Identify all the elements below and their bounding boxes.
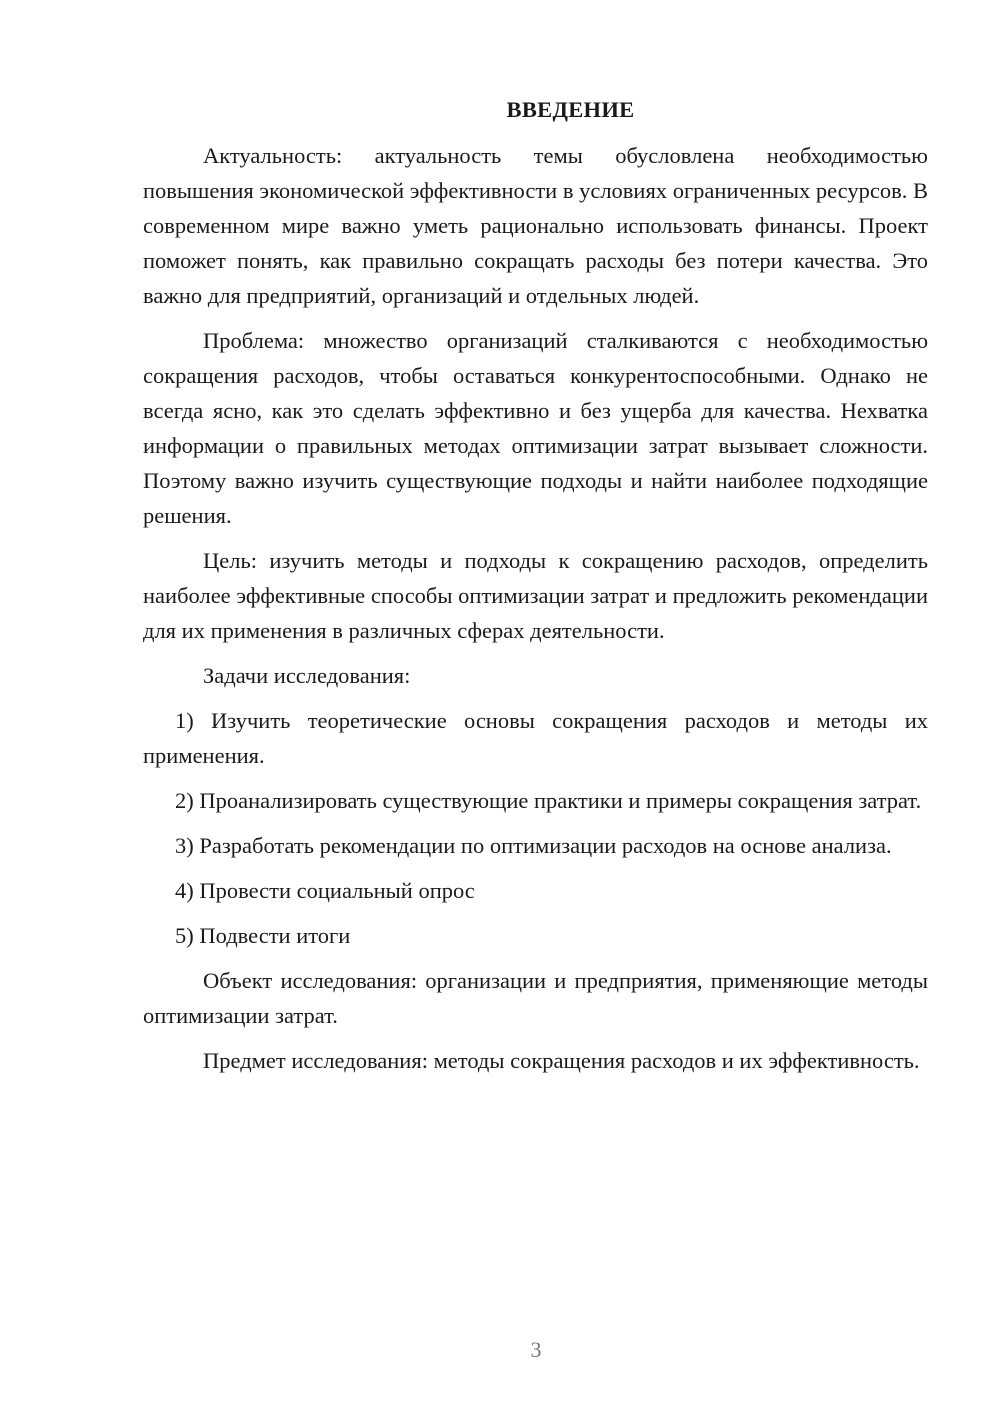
paragraph-subject: Предмет исследования: методы сокращения расходов и их эффективность. — [203, 1048, 920, 1073]
document-body — [143, 92, 928, 1078]
task-item-1: 1) Изучить теоретические основы сокращения расходов и методы их применения. — [143, 708, 928, 768]
task-item-4: 4) Провести социальный опрос — [175, 878, 475, 903]
paragraph-relevance: Актуальность: актуальность темы обусловлена необходимостью повышения экономической эффективности в условиях ограниченных ресурсов. В современном мире важно уметь рационально использовать финансы. Проект поможет понять, как правильно сокращать расходы без потери качества. Это важно для предприятий, организаций и отдельных людей. — [143, 143, 928, 308]
paragraph-goal: Цель: изучить методы и подходы к сокращению расходов, определить наиболее эффективные способы оптимизации затрат и предложить рекомендации для их применения в различных сферах деятельности. — [143, 548, 928, 643]
task-item-5: 5) Подвести итоги — [175, 923, 351, 948]
paragraph-problem: Проблема: множество организаций сталкиваются с необходимостью сокращения расходов, чтобы оставаться конкурентоспособными. Однако не всегда ясно, как это сделать эффективно и без ущерба для качества. Нехватка информации о правильных методах оптимизации затрат вызывает сложности. Поэтому важно изучить существующие подходы и найти наиболее подходящие решения. — [143, 328, 928, 528]
page-number: 3 — [530, 1337, 542, 1362]
task-item-3: 3) Разработать рекомендации по оптимизации расходов на основе анализа. — [175, 833, 892, 858]
task-item-2: 2) Проанализировать существующие практики и примеры сокращения затрат. — [175, 788, 922, 813]
section-title: ВВЕДЕНИЕ — [506, 97, 635, 122]
paragraph-tasks-heading: Задачи исследования: — [203, 663, 411, 688]
paragraph-object: Объект исследования: организации и предприятия, применяющие методы оптимизации затрат. — [143, 968, 928, 1028]
